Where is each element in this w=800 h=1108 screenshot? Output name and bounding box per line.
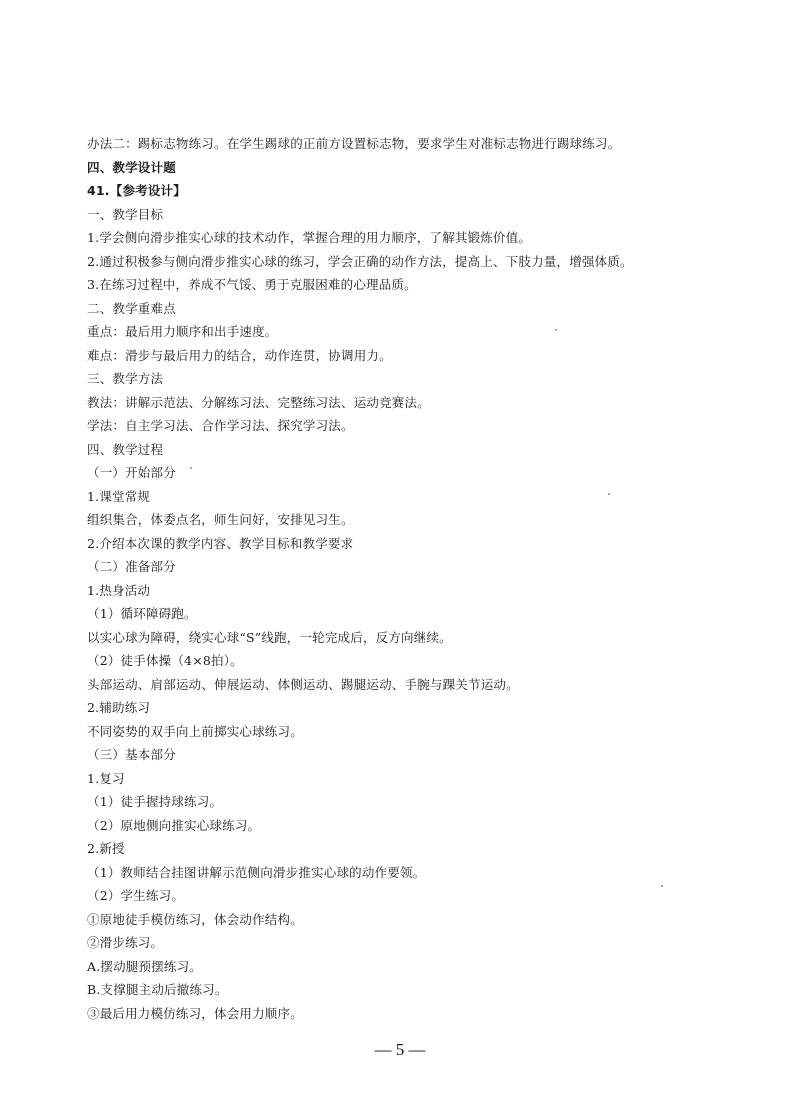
- text-line: 重点：最后用力顺序和出手速度。: [87, 324, 278, 339]
- text-line: ②滑步练习。: [87, 935, 164, 950]
- scan-speck: [555, 329, 557, 331]
- text-line: （2）徒手体操（4×8拍）。: [87, 653, 243, 668]
- text-line: 2.新授: [87, 841, 125, 856]
- text-line: 1.热身活动: [87, 582, 151, 598]
- text-line: 1.学会侧向滑步推实心球的技术动作，掌握合理的用力顺序，了解其锻炼价值。: [87, 230, 532, 245]
- section-heading: 四、教学设计题: [87, 159, 176, 175]
- text-line: A.摆动腿预摆练习。: [87, 958, 203, 974]
- text-line: ①原地徒手模仿练习，体会动作结构。: [87, 911, 303, 927]
- text-line: （1）教师结合挂图讲解示范侧向滑步推实心球的动作要领。: [87, 864, 426, 880]
- text-line: （1）徒手握持球练习。: [87, 794, 223, 809]
- text-line: 2.辅助练习: [87, 700, 151, 715]
- text-line: 学法：自主学习法、合作学习法、探究学习法。: [87, 418, 354, 433]
- text-line: 头部运动、肩部运动、伸展运动、体侧运动、踢腿运动、手腕与踝关节运动。: [87, 676, 519, 692]
- text-line: 1.课堂常规: [87, 488, 151, 504]
- text-line: （一）开始部分: [87, 465, 176, 480]
- text-line: 四、教学过程: [87, 441, 164, 457]
- section-heading: 41.【参考设计】: [87, 183, 186, 198]
- text-line: 三、教学方法: [87, 371, 164, 386]
- text-line: 3.在练习过程中，养成不气馁、勇于克服困难的心理品质。: [87, 277, 417, 292]
- text-line: 教法：讲解示范法、分解练习法、完整练习法、运动竞赛法。: [87, 394, 430, 410]
- text-line: 一、教学目标: [87, 206, 164, 222]
- text-line: （2）原地侧向推实心球练习。: [87, 817, 261, 833]
- text-line: 以实心球为障碍，绕实心球“S”线跑，一轮完成后，反方向继续。: [87, 629, 452, 645]
- text-line: 不同姿势的双手向上前掷实心球练习。: [87, 723, 303, 739]
- text-line: 2.介绍本次课的教学内容、教学目标和教学要求: [87, 535, 354, 551]
- text-line: 办法二：踢标志物练习。在学生踢球的正前方设置标志物，要求学生对准标志物进行踢球练习。: [87, 136, 621, 151]
- text-line: （二）准备部分: [87, 559, 176, 574]
- page-number: — 5 —: [374, 1040, 426, 1059]
- text-line: B.支撑腿主动后撤练习。: [87, 982, 228, 997]
- text-line: （1）循环障碍跑。: [87, 606, 197, 621]
- document-body: [87, 132, 747, 1025]
- text-line: （2）学生练习。: [87, 888, 185, 903]
- scan-speck: [190, 467, 192, 469]
- scan-speck: [608, 493, 610, 495]
- text-line: 难点：滑步与最后用力的结合，动作连贯，协调用力。: [87, 347, 392, 363]
- text-line: 二、教学重难点: [87, 300, 176, 316]
- scan-speck: [661, 885, 663, 887]
- text-line: ③最后用力模仿练习，体会用力顺序。: [87, 1005, 303, 1021]
- text-line: 2.通过积极参与侧向滑步推实心球的练习，学会正确的动作方法，提高上、下肢力量，增强体质。: [87, 253, 633, 269]
- text-line: （三）基本部分: [87, 747, 176, 762]
- text-line: 1.复习: [87, 770, 125, 786]
- text-line: 组织集合，体委点名，师生问好，安排见习生。: [87, 512, 354, 527]
